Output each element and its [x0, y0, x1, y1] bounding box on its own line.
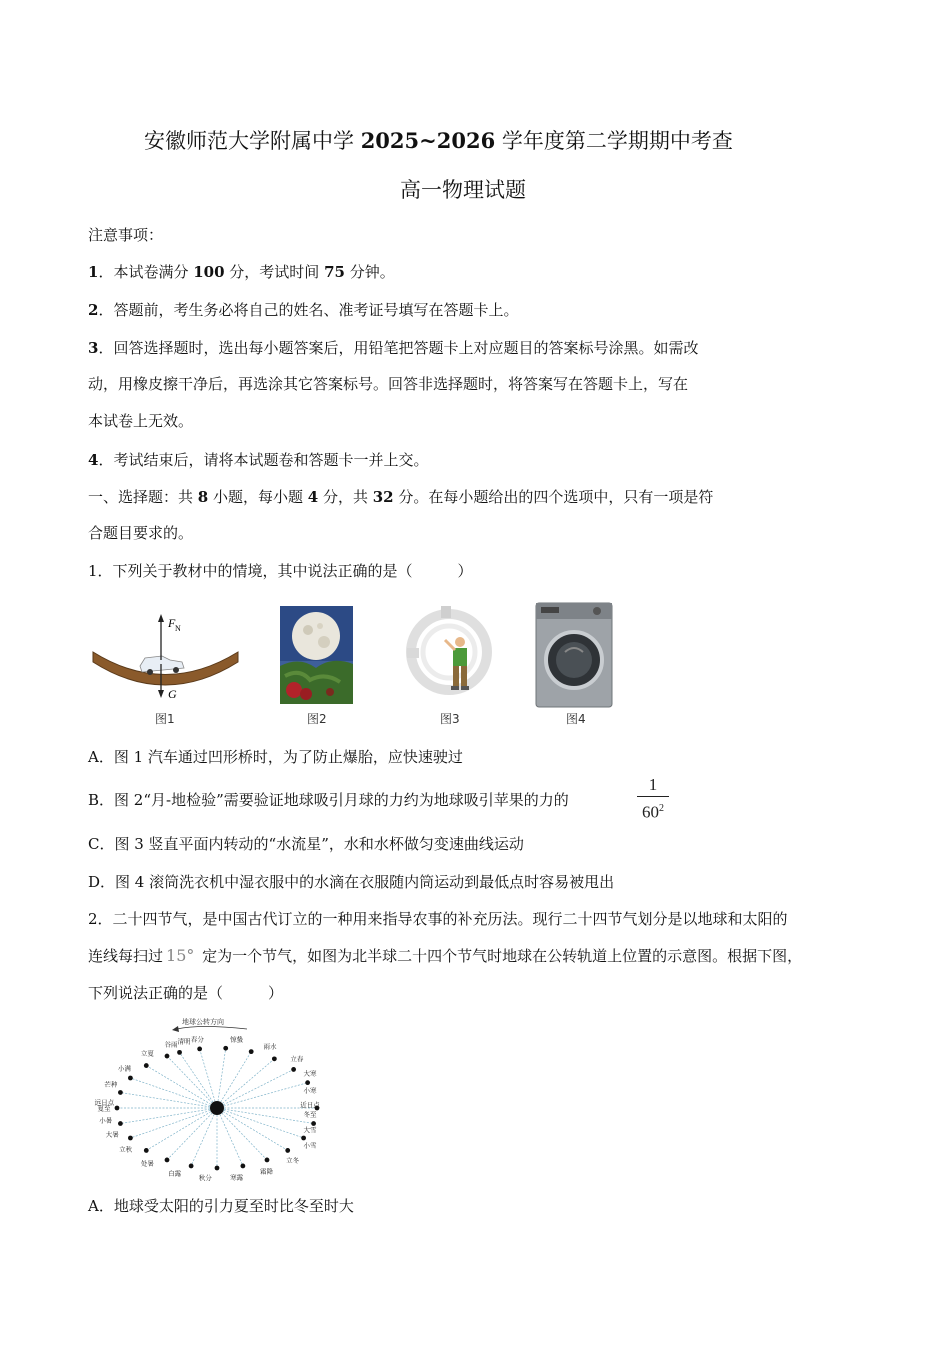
- section-1-count: 8: [197, 488, 209, 506]
- car-icon: [140, 656, 184, 675]
- notice-item-1-text-a: ．本试卷满分: [98, 263, 194, 281]
- q2-option-a: A．地球受太阳的引力夏至时比冬至时大: [88, 1197, 354, 1215]
- orbit-direction-label: 地球公转方向: [182, 1018, 224, 1026]
- notice-item-3-num: 3: [88, 339, 99, 357]
- solar-term-label: 雨水: [263, 1042, 277, 1051]
- earth-position-dot: [144, 1148, 149, 1153]
- notice-item-3-line1: [88, 338, 698, 358]
- earth-position-dot: [249, 1049, 254, 1054]
- orbit-ray: [180, 1052, 217, 1108]
- earth-position-dot: [223, 1046, 228, 1051]
- section-1-heading-line2: 合题目要求的。: [88, 524, 194, 542]
- q1-stem: 1．下列关于教材中的情境，其中说法正确的是（ ）: [88, 562, 473, 580]
- orbit-ray: [120, 1108, 217, 1124]
- notice-item-2-num: 2: [88, 301, 99, 319]
- solar-term-label: 寒露: [230, 1173, 244, 1182]
- solar-term-label: 大雪: [303, 1126, 317, 1135]
- notice-item-1-score: 100: [193, 263, 225, 281]
- title-prefix: 安徽师范大学附属中学: [144, 129, 361, 153]
- earth-position-dot: [165, 1054, 170, 1059]
- solar-term-label: 大寒: [303, 1069, 317, 1078]
- force-fn-subscript: N: [175, 624, 181, 633]
- orbit-ray: [146, 1066, 217, 1108]
- solar-term-label: 小寒: [303, 1086, 317, 1095]
- earth-position-dot: [301, 1136, 306, 1141]
- q1-option-d: D．图 4 滚筒洗衣机中湿衣服中的水滴在衣服随内筒运动到最低点时容易被甩出: [88, 873, 615, 891]
- solar-term-label: 大暑: [105, 1130, 119, 1139]
- earth-position-dot: [115, 1106, 120, 1111]
- earth-position-dot: [118, 1090, 123, 1095]
- exam-subtitle: 高一物理试题: [400, 178, 526, 202]
- fraction-numerator: 1: [648, 775, 658, 794]
- fraction-den-exponent: 2: [659, 803, 664, 814]
- force-fn-label: F: [168, 616, 176, 630]
- q2-angle: 15°: [166, 946, 195, 965]
- earth-position-dot: [305, 1080, 310, 1085]
- solar-term-label: 白露: [168, 1169, 182, 1178]
- notice-item-1: [88, 262, 395, 282]
- earth-position-dot: [285, 1148, 290, 1153]
- notice-item-1-num: 1: [88, 263, 99, 281]
- section-1-total: 32: [372, 488, 394, 506]
- earth-position-dot: [189, 1164, 194, 1169]
- orbit-direction-arrow: [177, 1027, 247, 1030]
- fraction-denominator: [635, 798, 671, 824]
- orbit-ray: [167, 1056, 217, 1108]
- child-icon: [445, 637, 469, 690]
- orbit-ray: [217, 1108, 288, 1150]
- solar-term-label: 夏至: [97, 1104, 111, 1113]
- notice-item-2-text: ．答题前，考生务必将自己的姓名、准考证号填写在答题卡上。: [98, 301, 519, 319]
- earth-position-dot: [265, 1158, 270, 1163]
- q1-figure-3-water-meteor: [405, 604, 493, 704]
- section-1-text-e: 分，共: [318, 488, 373, 506]
- solar-term-label: 清明: [177, 1037, 191, 1046]
- q1-option-b-fraction: [635, 775, 671, 825]
- q2-stem-line2: [88, 946, 802, 966]
- solar-term-label: 秋分: [198, 1174, 212, 1183]
- q1-caption-1: 图1: [155, 712, 175, 726]
- section-1-heading: [88, 487, 713, 507]
- notice-item-1-text-c: 分，考试时间: [224, 263, 325, 281]
- orbit-ray: [217, 1108, 243, 1166]
- orbit-ray: [146, 1108, 217, 1150]
- notice-item-3-text: ．回答选择题时，选出每小题答案后，用铅笔把答题卡上对应题目的答案标号涂黑。如需改: [98, 339, 699, 357]
- q2-stem-line3: 下列说法正确的是（ ）: [88, 984, 284, 1002]
- q2-orbit-diagram: [82, 1014, 320, 1184]
- earth-position-dot: [128, 1076, 133, 1081]
- orbit-ray: [217, 1048, 226, 1108]
- sun-icon: [210, 1101, 224, 1115]
- q2-stem-line1: 2．二十四节气，是中国古代订立的一种用来指导农事的补充历法。现行二十四节气划分是以地球和太阳的: [88, 910, 788, 928]
- earth-position-dot: [215, 1166, 220, 1171]
- solar-term-label: 冬至: [303, 1110, 317, 1119]
- moon-icon: [292, 612, 340, 660]
- orbit-ray: [217, 1108, 304, 1138]
- solar-term-label: 立夏: [140, 1049, 154, 1058]
- title-year: 2025~2026: [360, 128, 496, 153]
- orbit-ray: [120, 1092, 217, 1108]
- earth-position-dot: [128, 1136, 133, 1141]
- section-1-each: 4: [307, 488, 319, 506]
- q1-option-a: A．图 1 汽车通过凹形桥时，为了防止爆胎，应快速驶过: [88, 748, 463, 766]
- force-g-label: G: [168, 687, 177, 701]
- orbit-ray: [217, 1059, 274, 1108]
- notice-item-3-line2: 动，用橡皮擦干净后，再选涂其它答案标号。回答非选择题时，将答案写在答题卡上，写在: [88, 375, 689, 393]
- q1-option-b: B．图 2“月-地检验”需要验证地球吸引月球的力约为地球吸引苹果的力的: [88, 791, 569, 809]
- section-1-text-c: 小题，每小题: [208, 488, 308, 506]
- earth-position-dot: [291, 1067, 296, 1072]
- notice-item-4-text: ．考试结束后，请将本试题卷和答题卡一并上交。: [98, 451, 429, 469]
- solar-term-label: 霜降: [260, 1167, 274, 1176]
- orbit-ray: [167, 1108, 217, 1160]
- orbit-ray: [130, 1108, 217, 1138]
- notice-item-1-text-e: 分钟。: [344, 263, 395, 281]
- orbit-ray: [217, 1108, 267, 1160]
- solar-term-label: 立冬: [286, 1156, 300, 1165]
- solar-term-label: 立春: [290, 1055, 304, 1064]
- solar-term-label: 芒种: [104, 1080, 118, 1089]
- section-1-text-a: 一、选择题：共: [88, 488, 198, 506]
- notice-item-3-line3: 本试卷上无效。: [88, 412, 194, 430]
- earth-position-dot: [165, 1158, 170, 1163]
- earth-position-dot: [197, 1047, 202, 1052]
- orbit-ray: [217, 1108, 314, 1124]
- notice-item-1-time: 75: [324, 263, 345, 281]
- notice-item-2: [88, 300, 518, 320]
- notice-item-4-num: 4: [88, 451, 99, 469]
- solar-term-label: 惊蛰: [230, 1035, 244, 1044]
- q1-caption-4: 图4: [566, 712, 586, 726]
- fraction-bar: [637, 796, 669, 797]
- solar-term-label: 近日点: [300, 1100, 320, 1109]
- solar-term-label: 小满: [117, 1064, 131, 1073]
- section-1-text-g: 分。在每小题给出的四个选项中，只有一项是符: [393, 488, 714, 506]
- orbit-ray: [191, 1108, 217, 1166]
- earth-position-dot: [272, 1056, 277, 1061]
- q1-caption-2: 图2: [307, 712, 327, 726]
- solar-term-label: 远日点: [94, 1098, 115, 1107]
- q1-option-c: C．图 3 竖直平面内转动的“水流星”，水和水杯做匀变速曲线运动: [88, 835, 524, 853]
- q1-figure-2-moon-apple: [280, 606, 353, 704]
- q2-stem-line2-b: 定为一个节气，如图为北半球二十四个节气时地球在公转轨道上位置的示意图。根据下图，: [197, 947, 803, 965]
- q1-figure-4-washing-machine: [535, 602, 613, 708]
- q1-caption-3: 图3: [440, 712, 460, 726]
- earth-position-dot: [177, 1050, 182, 1055]
- earth-position-dot: [144, 1063, 149, 1068]
- notice-item-4: [88, 450, 428, 470]
- q1-figure-1-bridge: [90, 612, 245, 704]
- earth-position-dot: [240, 1164, 245, 1169]
- earth-position-dot: [118, 1121, 123, 1126]
- fraction-den-base: 60: [642, 802, 659, 822]
- solar-term-label: 立秋: [119, 1145, 133, 1154]
- orbit-ray: [217, 1083, 308, 1108]
- q2-stem-line2-a: 连线每扫过: [88, 947, 164, 965]
- solar-term-label: 谷雨: [164, 1040, 178, 1049]
- solar-term-label: 春分: [190, 1035, 204, 1044]
- title-suffix: 学年度第二学期期中考查: [495, 129, 733, 153]
- notice-heading: 注意事项：: [88, 226, 164, 244]
- solar-term-label: 处暑: [140, 1159, 154, 1168]
- solar-term-label: 小暑: [99, 1116, 113, 1125]
- exam-title: [144, 127, 733, 155]
- apple-icon: [286, 682, 302, 698]
- solar-term-label: 小雪: [303, 1141, 317, 1150]
- orbit-ray: [130, 1078, 217, 1108]
